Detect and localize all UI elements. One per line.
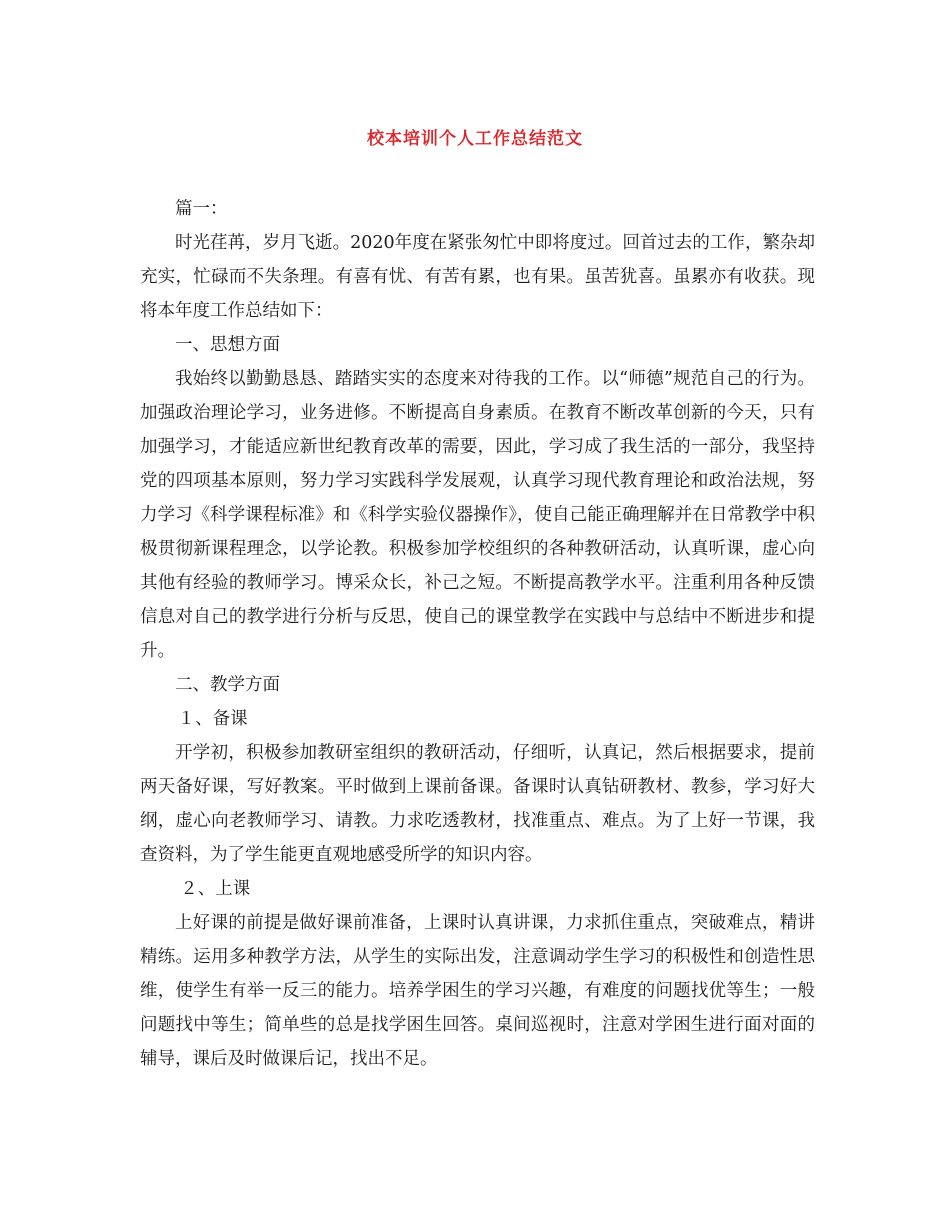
document-title: 校本培训个人工作总结范文 [367,129,583,149]
ideology-paragraph: 我始终以勤勤恳恳、踏踏实实的态度来对待我的工作。以“师德”规范自己的行为。加强政治理论学习，业务进修。不断提高自身素质。在教育不断改革创新的今天，只有加强学习，才能适应新世纪教育改革的需要，因此，学习成了我生活的一部分，我坚持党的四项基本原则，努力学习实践科学发展观，认真学习现代教育理论和政治法规，努力学习《科学课程标准》和《科学实验仪器操作》，使自己能正确理解并在日常教学中积极贯彻新课程理念，以学论教。积极参加学校组织的各种教研活动，认真听课，虚心向其他有经验的教师学习。博采众长，补己之短。不断提高教学水平。注重利用各种反馈信息对自己的教学进行分析与反思，使自己的课堂教学在实践中与总结中不断进步和提升。 [140,369,815,661]
heading-teaching: 二、教学方面 [175,675,280,695]
class-paragraph: 上好课的前提是做好课前准备，上课时认真讲课，力求抓住重点，突破难点，精讲精练。运用多种教学方法，从学生的实际出发，注意调动学生学习的积极性和创造性思维，使学生有举一反三的能力。培养学困生的学习兴趣，有难度的问题找优等生；一般问题找中等生；简单些的总是找学困生回答。桌间巡视时，注意对学困生进行面对面的辅导，课后及时做课后记，找出不足。 [140,913,815,1069]
lesson-prep-paragraph: 开学初，积极参加教研室组织的教研活动，仔细听，认真记，然后根据要求，提前两天备好课，写好教案。平时做到上课前备课。备课时认真钻研教材、教参，学习好大纲，虚心向老教师学习、请教。力求吃透教材，找准重点、难点。为了上好一节课，我查资料，为了学生能更直观地感受所学的知识内容。 [140,743,815,865]
heading-ideology: 一、思想方面 [175,335,280,355]
section-label-part-one: 篇一： [175,199,228,219]
document-body [140,192,815,1076]
intro-paragraph: 时光荏苒，岁月飞逝。2020年度在紧张匆忙中即将度过。回首过去的工作，繁杂却充实，忙碌而不失条理。有喜有忧、有苦有累，也有果。虽苦犹喜。虽累亦有收获。现将本年度工作总结如下： [140,233,815,321]
subheading-class: ２、上课 [180,879,251,899]
subheading-lesson-prep: １、备课 [177,709,248,729]
